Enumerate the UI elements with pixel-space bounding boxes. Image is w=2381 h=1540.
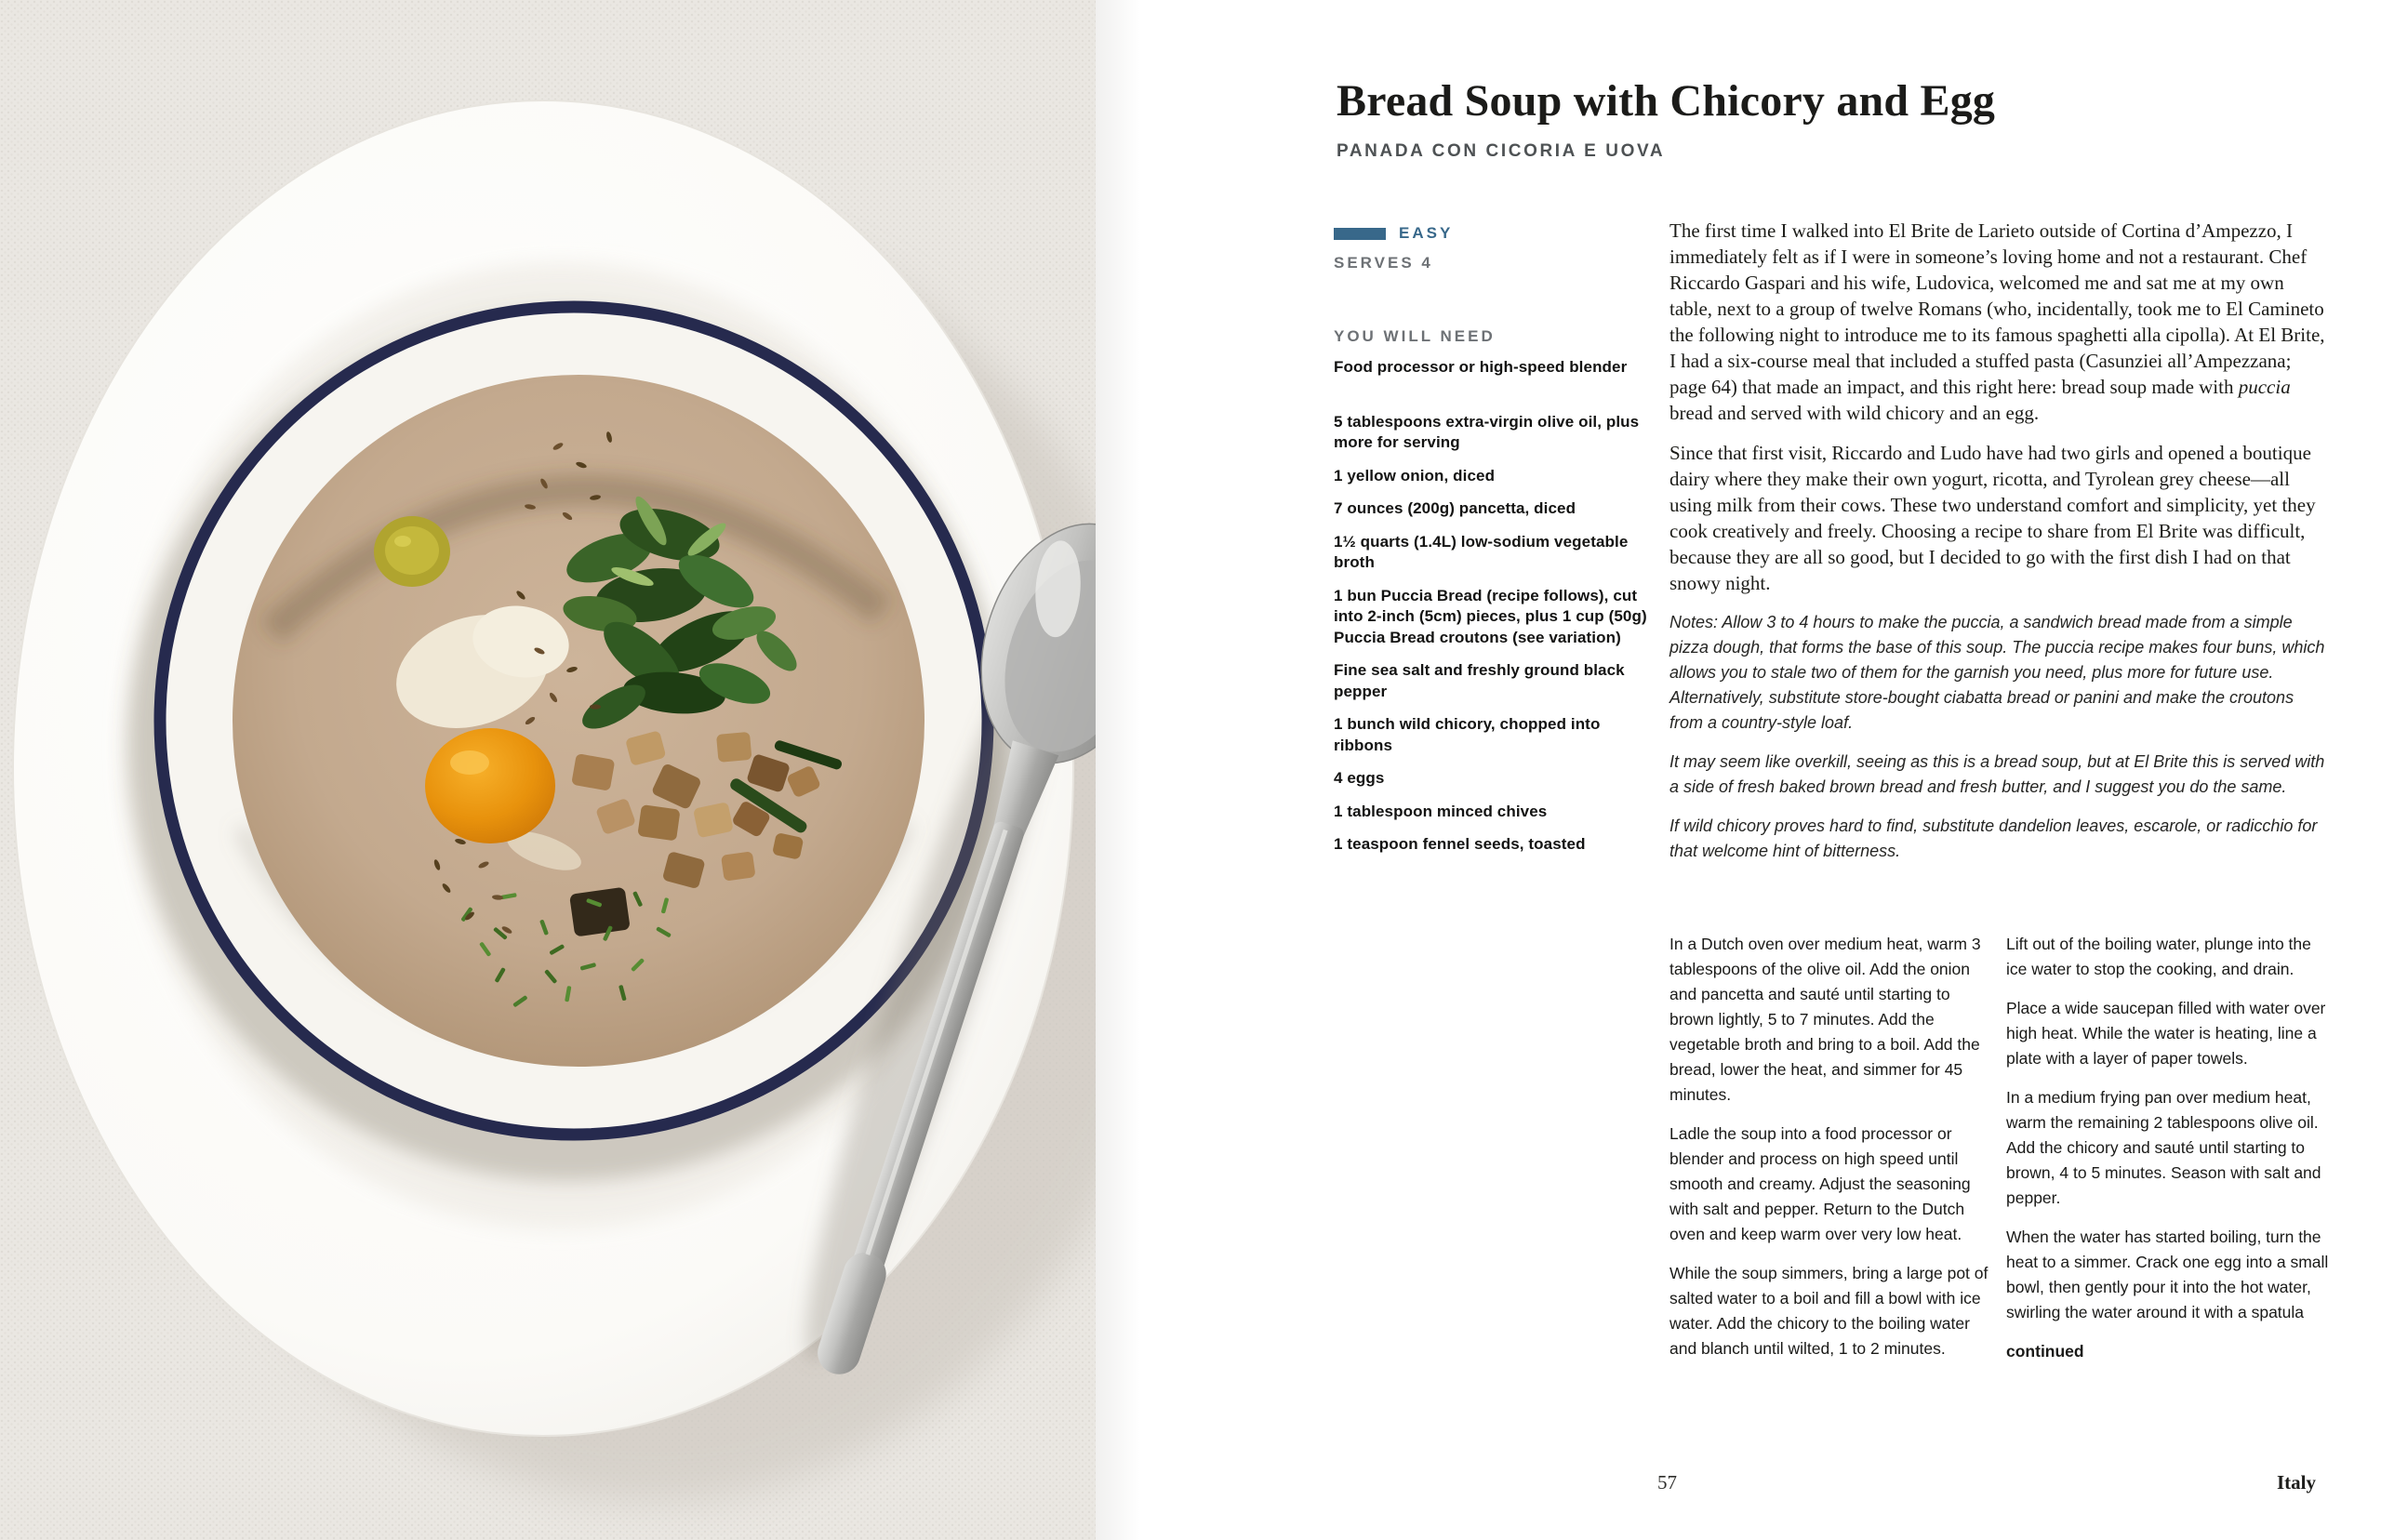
- serves-label: SERVES 4: [1334, 254, 1433, 272]
- instructions: [1669, 932, 2330, 1378]
- instruction-paragraph: Place a wide saucepan filled with water over high heat. While the water is heating, line a plate with a layer of paper towels.: [2006, 999, 2326, 1068]
- instructions-column-left: [1669, 932, 1993, 1378]
- olive-oil-drop: [374, 516, 450, 587]
- instruction-paragraph: While the soup simmers, bring a large pot of salted water to a boil and fill a bowl with ice water. Add the chicory to the boiling water and blanch until wilted, 1 to 2 minutes.: [1669, 1264, 1989, 1358]
- note-paragraph: It may seem like overkill, seeing as this is a bread soup, but at El Brite this is served with a side of fresh baked brown bread and fresh butter, and I suggest you do the same.: [1669, 752, 2325, 796]
- instructions-column-right: [2006, 932, 2330, 1378]
- ingredient-item: Fine sea salt and freshly ground black pepper: [1334, 661, 1625, 700]
- soup-photo-illustration: [0, 0, 1096, 1540]
- ingredient-item: 1 bunch wild chicory, chopped into ribbons: [1334, 715, 1601, 754]
- dark-crouton: [569, 887, 631, 937]
- instruction-paragraph: Lift out of the boiling water, plunge into the ice water to stop the cooking, and drain.: [2006, 935, 2311, 978]
- you-will-need-heading: YOU WILL NEED: [1334, 327, 1496, 345]
- difficulty-label: EASY: [1399, 224, 1454, 242]
- intro-paragraph: [1669, 218, 2326, 426]
- intro-text: bread and served with wild chicory and an egg.: [1669, 402, 2040, 424]
- note-paragraph: If wild chicory proves hard to find, substitute dandelion leaves, escarole, or radicchio for that welcome hint of bitterness.: [1669, 816, 2318, 860]
- intro-text: The first time I walked into El Brite de Larieto outside of Cortina d’Ampezzo, I immediately felt as if I were in someone’s loving home and not a restaurant. Chef Riccardo Gaspari and his wife, Ludovica, welcomed me and sat me at my own table, next to a group of twelve Romans (who, incidentally, took me to El Camineto the following night to introduce me to its famous spaghetti alla cipolla). At El Brite, I had a six-course meal that included a stuffed pasta (Casunziei all’Ampezzana; page 64) that made an impact, and this right here: bread soup made with: [1669, 219, 2325, 398]
- intro-paragraph: Since that first visit, Riccardo and Ludo have had two girls and opened a boutique dairy where they make their own yogurt, ricotta, and Tyrolean grey cheese—all using milk from their cows. These two understand comfort and simplicity, yet they cook creatively and freely. Choosing a recipe to share from El Brite was difficult, because they are all so good, but I decided to go with the first dish I had on that snowy night.: [1669, 442, 2316, 594]
- soup-photo: [0, 0, 1096, 1540]
- ingredient-item: 1 yellow onion, diced: [1334, 466, 1496, 485]
- difficulty-bar-icon: [1334, 228, 1386, 240]
- recipe-subtitle: PANADA CON CICORIA E UOVA: [1337, 141, 1666, 161]
- equipment-item: Food processor or high-speed blender: [1334, 358, 1628, 376]
- continued-label: continued: [2006, 1342, 2084, 1361]
- headnote-text: [1669, 218, 2326, 878]
- page-number: 57: [1657, 1471, 1677, 1494]
- difficulty-row: [1334, 224, 1453, 243]
- ingredient-item: 5 tablespoons extra-virgin olive oil, plus more for serving: [1334, 412, 1640, 451]
- ingredient-item: 1 tablespoon minced chives: [1334, 802, 1548, 820]
- instruction-paragraph: In a Dutch oven over medium heat, warm 3 tablespoons of the olive oil. Add the onion and pancetta and sauté until starting to brown lightly, 5 to 7 minutes. Add the vegetable broth and bring to a boil. Add the bread, lower the heat, and simmer for 45 minutes.: [1669, 935, 1981, 1104]
- instruction-paragraph: Ladle the soup into a food processor or blender and process on high speed until smooth and creamy. Adjust the seasoning with salt and pepper. Return to the Dutch oven and keep warm over very low heat.: [1669, 1124, 1971, 1243]
- ingredient-item: 4 eggs: [1334, 769, 1385, 787]
- instruction-paragraph: When the water has started boiling, turn the heat to a simmer. Crack one egg into a small bowl, then gently pour it into the hot water, swirling the water around it with a spatula: [2006, 1228, 2329, 1321]
- intro-italic-word: puccia: [2238, 376, 2291, 398]
- recipe-meta: [1334, 224, 1453, 272]
- ingredient-item: 1½ quarts (1.4L) low-sodium vegetable broth: [1334, 532, 1629, 571]
- ingredients-list: [1334, 327, 1650, 868]
- ingredient-item: 7 ounces (200g) pancetta, diced: [1334, 499, 1576, 517]
- note-paragraph: Notes: Allow 3 to 4 hours to make the puccia, a sandwich bread made from a simple pizza dough, that forms the base of this soup. The puccia recipe makes four buns, which allows you to stale two of them for the garnish you need, plus more for future use. Alternatively, substitute store-bought ciabatta bread or panini and make the croutons from a country-style loaf.: [1669, 613, 2325, 732]
- recipe-page: [1096, 0, 2381, 1540]
- egg-yolk: [425, 728, 555, 843]
- region-label: Italy: [2277, 1471, 2316, 1494]
- ingredient-item: 1 bun Puccia Bread (recipe follows), cut into 2-inch (5cm) pieces, plus 1 cup (50g) Puccia Bread croutons (see variation): [1334, 586, 1647, 646]
- ingredient-item: 1 teaspoon fennel seeds, toasted: [1334, 835, 1586, 853]
- page-title: Bread Soup with Chicory and Egg: [1337, 76, 1996, 126]
- instruction-paragraph: In a medium frying pan over medium heat, warm the remaining 2 tablespoons olive oil. Add the chicory and sauté until starting to brown, 4 to 5 minutes. Season with salt and pepper.: [2006, 1088, 2321, 1207]
